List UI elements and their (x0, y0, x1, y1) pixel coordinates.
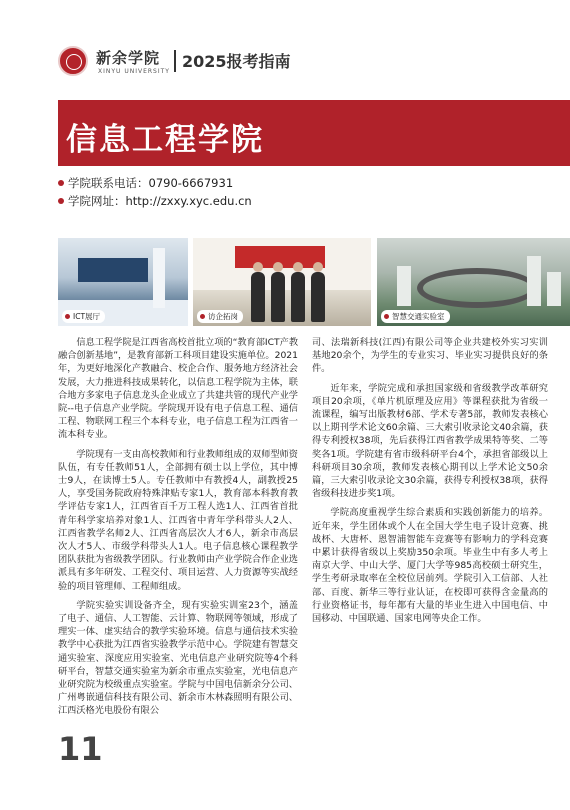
photo-caption: 访企拓岗 (197, 310, 243, 323)
person-figure (271, 272, 285, 322)
website-label: 学院网址： (68, 194, 126, 208)
paragraph: 近年来，学院完成和承担国家级和省级教学改革研究项目20余项，《单片机原理及应用》等课程获批为省级一流课程，编写出版教材6部、学术专著5部，教师发表核心以上期刊学术论文60余篇、三大索引收录论文40余篇，获得专利授权38项，先后获得江西省教学成果特等奖、二等奖各1项。学院建有省市级科研平台4个，承担省部级以上科研项目30余项，教师发表核心期刊以上学术论文50余篇，三大索引收录论文30余篇，获得专利授权38项，获得省级科技进步奖1项。 (312, 382, 548, 500)
website-value[interactable]: http://zxxy.xyc.edu.cn (125, 194, 252, 208)
photo-caption: ICT展厅 (62, 310, 105, 323)
contact-website-row (58, 192, 252, 210)
phone-value: 0790-6667931 (148, 176, 234, 190)
paragraph: 学院高度重视学生综合素质和实践创新能力的培养。近年来，学生团体或个人在全国大学生电子设计竞赛、挑战杯、大唐杯、恩智浦智能车竞赛等有影响力的学科竞赛中累计获得省级以上奖励350余项。毕业生中有多人考上南京大学、中山大学、厦门大学等985高校硕士研究生，学生考研录取率在全校位居前列。学院引入工信部、人社部、百度、新华三等行业认证，在校即可获得含金量高的行业资格证书，每年都有大量的毕业生进入中国电信、中国移动、中国联通、国家电网等央企工作。 (312, 507, 548, 625)
phone-label: 学院联系电话： (68, 176, 149, 190)
school-logo-icon (58, 46, 88, 76)
paragraph: 学院实验实训设备齐全，现有实验实训室23个，涵盖了电子、通信、人工智能、云计算、物联网等领域，形成了理实一体、虚实结合的教学实验环境。信息与通信技术实验教学中心获批为江西省实验教学示范中心。学院建有智慧交通实验室、深度应用实验室、光电信息产业研究院等4个科研平台，智慧交通实验室为新余市重点实验室，光电信息产业研究院为校级重点实验室。学院与中国电信新余分公司、广州粤嵌通信科技有限公司、新余市木林森照明有限公司、江西沃格光电股份有限公 (58, 599, 298, 717)
photo-caption: 智慧交通实验室 (381, 310, 450, 323)
person-figure (251, 272, 265, 322)
school-name-en: XINYU UNIVERSITY (98, 68, 170, 75)
paragraph-continuation: 司、法瑞新科技(江西)有限公司等企业共建校外实习实训基地20余个，为学生的专业实习、毕业实习提供良好的条件。 (312, 337, 548, 375)
contact-info (58, 174, 252, 210)
person-figure (291, 272, 305, 322)
photo-enterprise-visit (193, 238, 371, 326)
college-title: 信息工程学院 (66, 122, 264, 158)
person-figure (311, 272, 325, 322)
bullet-icon (58, 198, 64, 204)
paragraph: 信息工程学院是江西省高校首批立项的“教育部ICT产教融合创新基地”，是教育部新工科项目建设实施单位。2021年，为更好地深化产教融合、校企合作、服务地方经济社会发展，大力推进科技成果转化，以信息工程学院为主体，联合地方多家电子信息龙头企业成立了共建共管的现代产业学院--电子信息产业学院。学院现开设有电子信息工程、通信工程、物联网工程三个本科专业，电子信息工程为江西省一流本科专业。 (58, 337, 299, 441)
header-divider (174, 50, 176, 72)
caption-dot-icon (384, 314, 389, 319)
photo-strip (58, 238, 570, 328)
bullet-icon (58, 180, 64, 186)
contact-phone-row (58, 174, 252, 192)
guide-title: 2025报考指南 (182, 52, 291, 71)
page-number: 11 (58, 730, 103, 768)
caption-dot-icon (200, 314, 205, 319)
photo-smart-traffic-lab (377, 238, 570, 326)
body-column-right (312, 336, 548, 631)
page-header (0, 0, 570, 84)
photo-ict-hall (58, 238, 188, 326)
paragraph: 学院现有一支由高校教师和行业教师组成的双师型师资队伍，有专任教师51人，全部拥有硕士以上学位，其中博士9人，在读博士5人。专任教师中有教授4人，副教授25人，享受国务院政府特殊津贴专家1人，教育部本科教育教学评估专家1人，江西省百千万工程人选1人、江西省首批青年科学家培养对象1人、江西省中青年学科带头人2人、江西省教学名师2人、江西省高层次人才6人，新余市高层次人才5人、市级学科带头人1人。电子信息核心课程教学团队获批为省级教学团队。行业教师由产业学院合作企业选派具有多年研发、工程交付、项目运营、人力资源等实战经验的项目管理师、工程师组成。 (58, 448, 298, 592)
caption-dot-icon (65, 314, 70, 319)
body-column-left (58, 336, 298, 724)
school-name: 新余学院 (96, 49, 161, 67)
